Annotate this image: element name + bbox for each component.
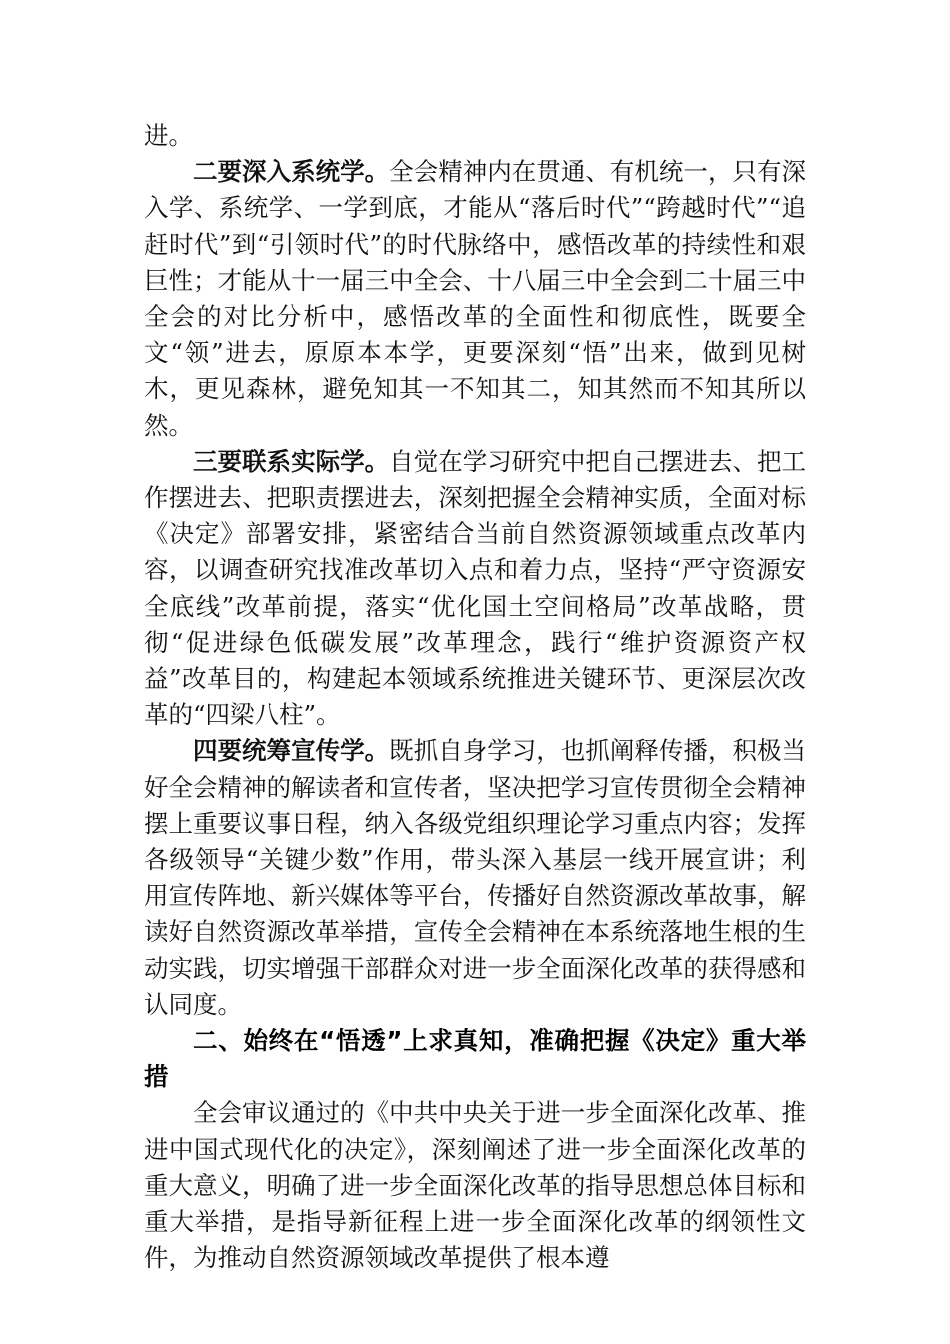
continuation-text: 进。 — [144, 121, 193, 150]
point-paragraph-3 — [144, 444, 806, 734]
point-lead: 二要深入系统学。 — [193, 157, 390, 187]
point-body: 自觉在学习研究中把自己摆进去、把工作摆进去、把职责摆进去，深刻把握全会精神实质，全面对标《决定》部署安排，紧密结合当前自然资源领域重点改革内容，以调查研究找准改革切入点和着力点，坚持“严守资源安全底线”改革前提，落实“优化国土空间格局”改革战略，贯彻“促进绿色低碳发展”改革理念，践行“维护资源资产权益”改革目的，构建起本领域系统推进关键环节、更深层次改革的“四梁八柱”。 — [144, 446, 807, 730]
point-lead: 四要统筹宣传学。 — [193, 736, 390, 766]
point-body: 既抓自身学习，也抓阐释传播，积极当好全会精神的解读者和宣传者，坚决把学习宣传贯彻全会精神摆上重要议事日程，纳入各级党组织理论学习重点内容；发挥各级领导“关键少数”作用，带头深入基层一线开展宣讲；利用宣传阵地、新兴媒体等平台，传播好自然资源改革故事，解读好自然资源改革举措，宣传全会精神在本系统落地生根的生动实践，切实增强干部群众对进一步全面深化改革的获得感和认同度。 — [144, 736, 807, 1019]
point-paragraph-4 — [144, 733, 806, 1023]
document-page — [144, 118, 806, 1277]
point-lead: 三要联系实际学。 — [193, 446, 390, 476]
point-body: 全会精神内在贯通、有机统一，只有深入学、系统学、一学到底，才能从“落后时代”“跨越时代”“追赶时代”到“引领时代”的时代脉络中，感悟改革的持续性和艰巨性；才能从十一届三中全会、十八届三中全会到二十届三中全会的对比分析中，感悟改革的全面性和彻底性，既要全文“领”进去，原原本本学，更要深刻“悟”出来，做到见树木，更见森林，避免知其一不知其二，知其然而不知其所以然。 — [144, 157, 807, 440]
closing-paragraph: 全会审议通过的《中共中央关于进一步全面深化改革、推进中国式现代化的决定》，深刻阐述了进一步全面深化改革的重大意义，明确了进一步全面深化改革的指导思想总体目标和重大举措，是指导新征程上进一步全面深化改革的纲领性文件，为推动自然资源领域改革提供了根本遵 — [144, 1098, 806, 1273]
point-paragraph-2 — [144, 154, 806, 444]
section-heading: 二、始终在“悟透”上求真知，准确把握《决定》重大举措 — [144, 1026, 806, 1092]
